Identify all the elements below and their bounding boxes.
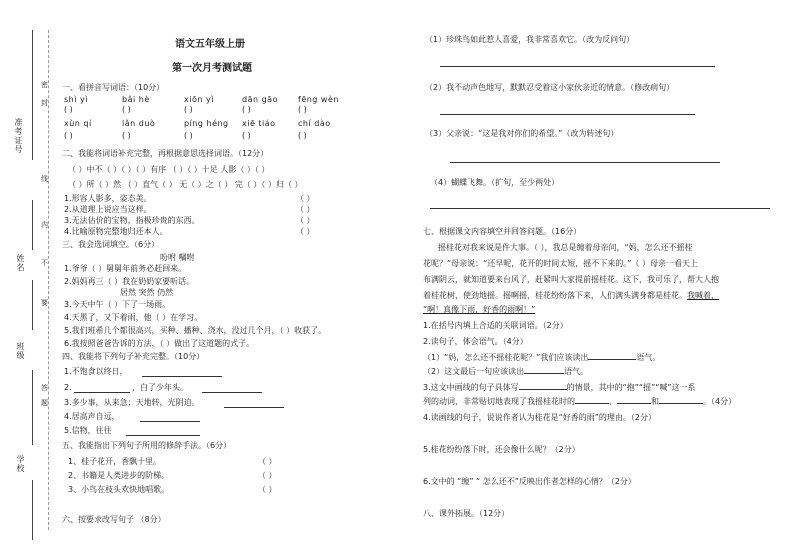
list-item: 4.比喻原物完整地归还本人。 (64, 227, 168, 236)
class-label: 班级 (16, 342, 25, 360)
section-1-heading: 一、看拼音写词语：（10分） (62, 83, 165, 92)
passage-line-2: 花呢？”母亲说：“还早呢，花开的时间太短，摇不下来的。”（ ）母亲一看天上 (423, 259, 698, 268)
s7-question-6: 6.文中的 “缠” “ 怎么还不”反映出作者怎样的心情？（2分） (423, 477, 636, 486)
section-8-heading: 八、课外拓展。（12分） (423, 509, 510, 518)
seal-char: 要 (41, 299, 48, 307)
seal-char: 内 (41, 221, 48, 229)
s3-question-5: 5.我们班希几个都很高兴，买种、播种、浇水，没过几个月，（ ）收获了。 (64, 326, 327, 335)
answer-line[interactable] (126, 435, 200, 436)
list-item: 2、书籍是人类进步的阶梯。 (68, 471, 170, 480)
list-item: 3、小鸟在枝头欢快地唱歌。 (68, 485, 170, 494)
s7-question-2b: （2）这文最后一句应该读出 语气。 (423, 367, 589, 376)
candidate-number-label: 准考证号 (14, 118, 23, 154)
binding-line (32, 30, 33, 160)
answer-blank[interactable] (617, 403, 651, 404)
name-label: 姓名 (16, 254, 25, 272)
binding-line-3 (32, 280, 33, 330)
answer-bracket[interactable]: （ ） (296, 216, 315, 225)
answer-box[interactable]: ( ) (242, 131, 251, 140)
s6-question-2: （2）我不动声色地写，默默忍受着这小家伙亲近的情意。（修改病句） (425, 83, 675, 92)
answer-box[interactable]: ( ) (184, 131, 193, 140)
section-3-heading: 三、我会选词填空。（6分） (62, 240, 160, 249)
s7-question-4: 4.读画线的句子，说说作者认为桂花是“好香的雨”的理由。（2分） (423, 413, 657, 422)
s7-question-3c: 列的动词，非常贴切地表现了我摇桂花时的 、 和 。（4分） (423, 397, 737, 406)
answer-box[interactable]: ( ) (122, 105, 131, 114)
passage-line-3: 布满阴云，就知道要来台风了，赶紧叫大家提前摇桂花。这下，我可乐了，帮大人抱 (423, 275, 719, 284)
binding-line-2 (32, 200, 33, 250)
answer-blank[interactable] (524, 373, 564, 374)
s7-question-2: 2.读句子，体会语气。（4分） (423, 337, 528, 346)
word-choices-2: 居然 突然 仍然 (120, 288, 174, 297)
idiom-row-2: （ ）所（ ）然 （ ）直气（ ） 无（ ）之（ ） 完（ ）（ ）归（ ） (68, 180, 303, 189)
pinyin-label: píng héng (184, 119, 229, 128)
binding-line-4 (32, 370, 33, 445)
answer-box[interactable]: ( ) (242, 105, 251, 114)
answer-blank[interactable] (519, 389, 567, 390)
seal-line (48, 30, 49, 530)
list-item: 3.无法估价的宝物，指极珍贵的东西。 (64, 216, 200, 225)
answer-blank[interactable] (659, 403, 703, 404)
pinyin-label: lǎn duò (122, 119, 156, 128)
answer-line[interactable] (224, 407, 284, 408)
s3-question-1: 1.爷爷（ ）舅舅年前务必赶回来。 (64, 264, 187, 273)
s7-question-1: 1.在括号内填上合适的关联词语。（2分） (423, 321, 568, 330)
s4-question-4: 4.居高声自远， (64, 412, 120, 421)
answer-box[interactable]: ( ) (184, 105, 193, 114)
answer-bracket[interactable]: （ ） (296, 227, 315, 236)
answer-line[interactable] (142, 376, 222, 377)
school-label: 学校 (16, 455, 25, 473)
answer-bracket[interactable]: （ ） (296, 194, 315, 203)
list-item: 2.从道理上说应当这样。 (64, 205, 152, 214)
answer-bracket[interactable]: （ ） (258, 485, 277, 494)
answer-box[interactable]: ( ) (64, 131, 73, 140)
exam-subtitle: 第一次月考测试题 (172, 63, 252, 74)
answer-line[interactable] (430, 208, 770, 209)
passage-line-1: 摇桂花对我来说是件大事。（ ），我总是缠着母亲问，“妈，怎么还不摇桂 (438, 243, 693, 252)
seal-char: 题 (41, 399, 48, 407)
s6-question-4: （4）蝴蝶飞舞。（扩句，至少两处） (430, 178, 560, 187)
s4-question-2b: ，白了少年头。 (132, 383, 188, 392)
answer-bracket[interactable]: （ ） (296, 205, 315, 214)
answer-blank[interactable] (588, 359, 636, 360)
seal-char: 线 (41, 175, 48, 183)
s7-question-5: 5.桂花纷纷落下时，还会像什么呢？（2分） (423, 445, 580, 454)
list-item: 1、桂子花开，香飘十里。 (68, 457, 162, 466)
answer-line[interactable] (74, 392, 130, 393)
section-7-heading: 七、根据课文内容填空并回答问题。（16分） (423, 227, 582, 236)
pinyin-label: fēng wèn (298, 95, 339, 104)
pinyin-label: shì yì (64, 95, 88, 104)
section-2-heading: 二、我能将词语补充完整，再根据意思选择词语。（12分） (62, 149, 269, 158)
answer-box[interactable]: ( ) (122, 131, 131, 140)
s4-question-2: 2. (64, 383, 72, 392)
answer-box[interactable]: ( ) (298, 105, 307, 114)
pinyin-label: dān gāo (242, 95, 278, 104)
answer-line[interactable] (440, 114, 695, 115)
binding-line-5 (32, 480, 33, 540)
answer-bracket[interactable]: （ ） (258, 457, 277, 466)
seal-char: 答 (41, 384, 48, 392)
answer-line[interactable] (202, 392, 262, 393)
pinyin-label: xùn qí (64, 119, 92, 128)
answer-box[interactable]: ( ) (298, 131, 307, 140)
pinyin-label: xiē tiáo (242, 119, 276, 128)
seal-char: 封 (41, 99, 48, 107)
answer-line[interactable] (140, 421, 200, 422)
s4-question-1: 1.不饱食以终日， (64, 367, 128, 376)
s6-question-1: （1）珍珠鸟如此惹人喜爱，我非常喜欢它。（改为反问句） (425, 35, 635, 44)
section-5-heading: 五、我能指出下列句子所用的修辞手法。（6分） (62, 441, 232, 450)
s3-question-6: 6.我按照爸爸告诉的方法，（ ）做出了这道题的式子。 (64, 339, 255, 348)
s7-question-3: 3.这文中画线的句子具体写 的情景，其中的“抱”“摇”“喊”这一系 (423, 383, 696, 392)
list-item: 1.形容人影多，姿态美。 (64, 194, 152, 203)
passage-line-4: 着桂花树，使劲地摇。摇啊摇，桂花纷纷落下来，人们满头满身都是桂花。我喊着， (423, 291, 719, 300)
seal-char: 密 (41, 81, 48, 89)
s3-question-2: 2.妈妈再三（ ）我在奶奶家要听话。 (64, 277, 195, 286)
word-choices-1: 吩咐 嘱咐 (160, 253, 195, 262)
answer-box[interactable]: ( ) (64, 105, 73, 114)
passage-line-5: “啊！真像下雨，好香的雨啊！” (423, 305, 536, 314)
pinyin-label: xiōn yì (184, 95, 214, 104)
s7-question-2a: （1）“妈，怎么还不摇桂花呢？”我们应该读出 语气。 (423, 353, 661, 362)
section-4-heading: 四、我能将下列句子补充完整。（10分） (62, 352, 205, 361)
seal-char: 不 (41, 259, 48, 267)
exam-title: 语文五年级上册 (175, 39, 245, 50)
s6-question-3: （3）父亲说：“这是我对你们的希望。”（改为转述句） (425, 129, 619, 138)
idiom-row-1: （ ）中不（ ）（ ）（ ）有序 （ ）（ ）十足 人影（ ）（ ） (68, 165, 270, 174)
section-6-heading: 六、按要求改写句子 （8分） (62, 515, 166, 524)
s3-question-4: 4.天黑了，又下着雨，他（ ）在学习。 (64, 313, 203, 322)
answer-line[interactable] (450, 162, 720, 163)
answer-blank[interactable] (575, 403, 609, 404)
s4-question-3: 3.多少事，从来急；天地转，光阴迫。 (64, 398, 200, 407)
answer-line[interactable] (440, 66, 715, 67)
answer-bracket[interactable]: （ ） (258, 471, 277, 480)
s3-question-3: 3.今天中午（ ）下了一场雨。 (64, 300, 171, 309)
underlined-sentence: 我喊着， (687, 291, 719, 300)
pinyin-label: chí dào (298, 119, 331, 128)
pinyin-label: bǎi hè (122, 95, 150, 104)
s4-question-5: 5.信物，往往 (64, 426, 112, 435)
